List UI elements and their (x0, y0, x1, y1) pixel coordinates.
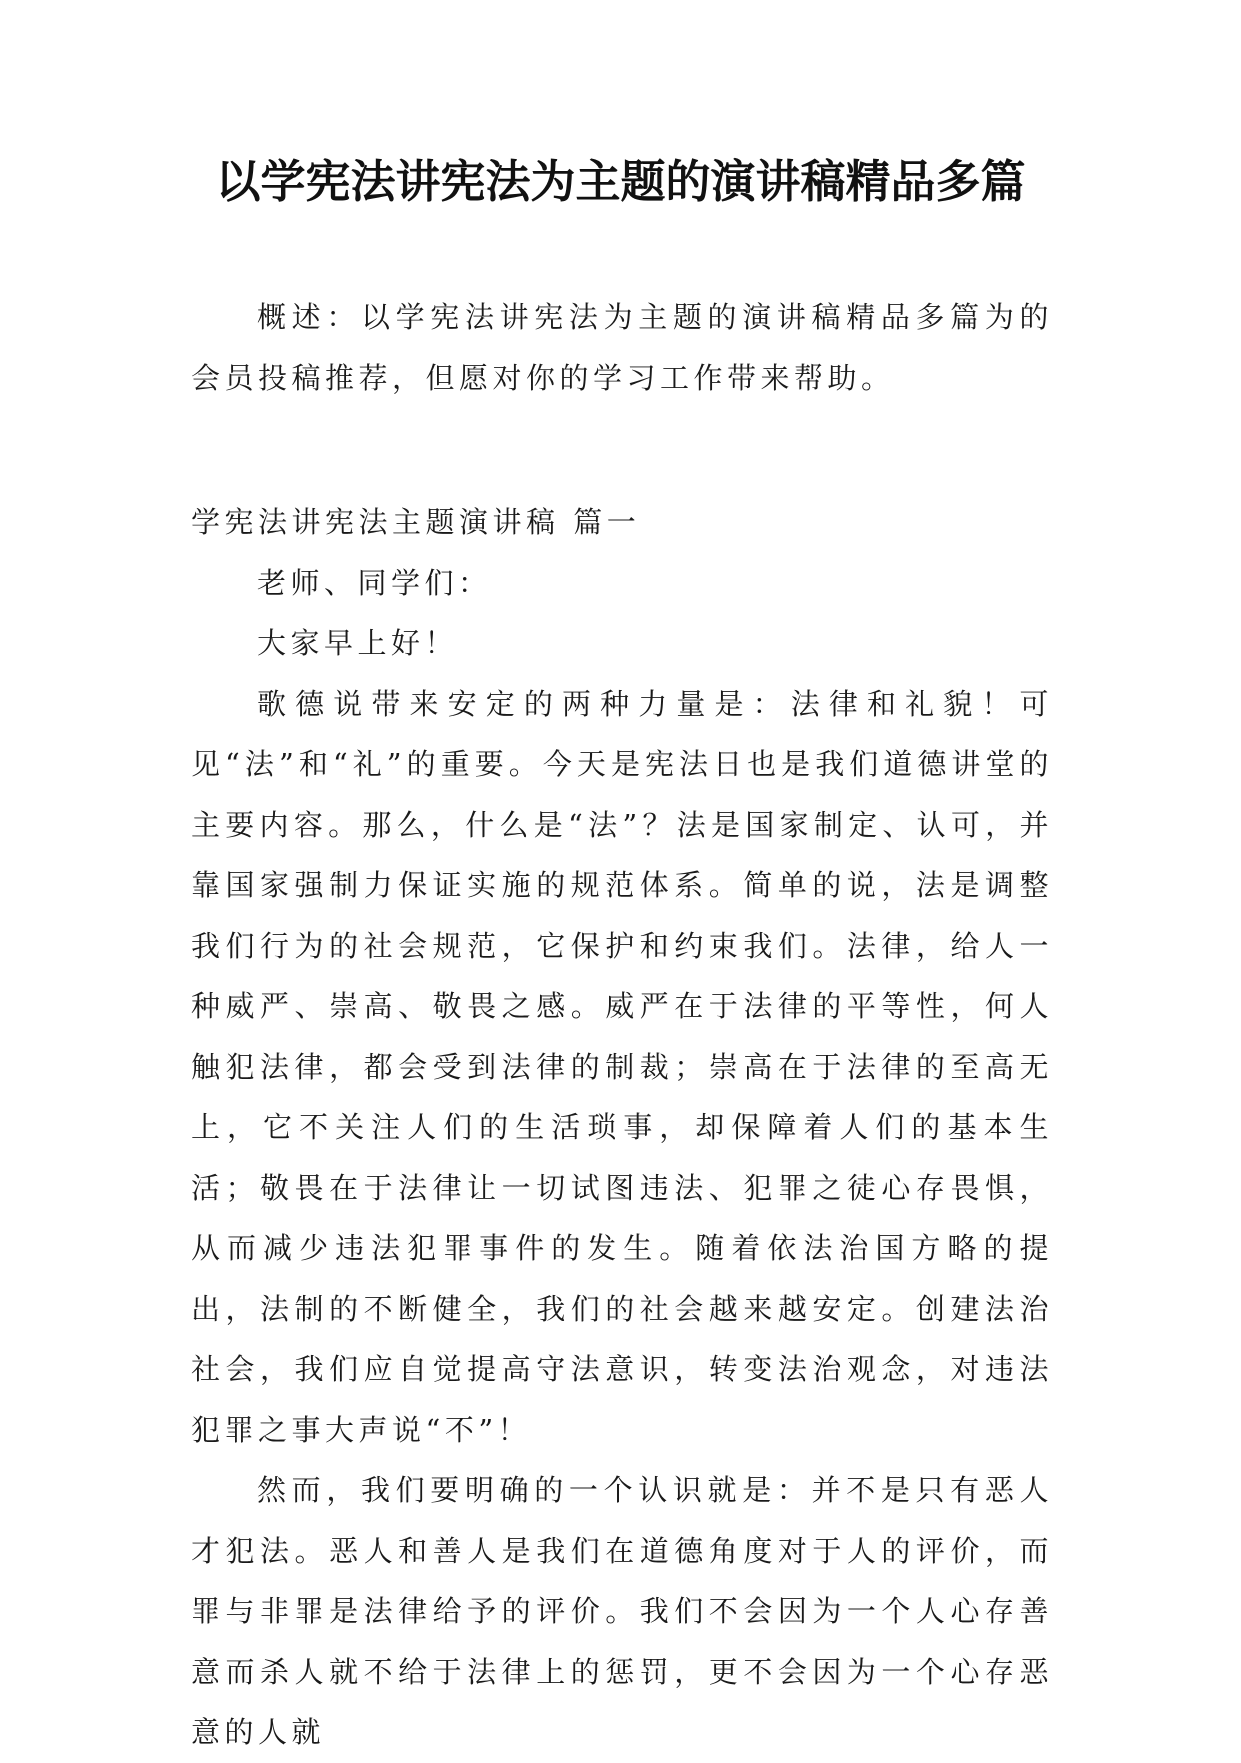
body-paragraph: 老师、同学们： (257, 565, 492, 600)
document-body (191, 287, 1053, 1763)
spacer (191, 408, 1053, 492)
body-paragraph: 歌德说带来安定的两种力量是：法律和礼貌！可见“法”和“礼”的重要。今天是宪法日也是我们道德讲堂的主要内容。那么，什么是“法”？法是国家制定、认可，并靠国家强制力保证实施的规范体系。简单的说，法是调整我们行为的社会规范，它保护和约束我们。法律，给人一种威严、崇高、敬畏之感。威严在于法律的平等性，何人触犯法律，都会受到法律的制裁；崇高在于法律的至高无上，它不关注人们的生活琐事，却保障着人们的基本生活；敬畏在于法律让一切试图违法、犯罪之徒心存畏惧，从而减少违法犯罪事件的发生。随着依法治国方略的提出，法制的不断健全，我们的社会越来越安定。创建法治社会，我们应自觉提高守法意识，转变法治观念，对违法犯罪之事大声说“不”！ (191, 686, 1053, 1447)
body-paragraph: 大家早上好！ (257, 626, 459, 660)
document-title: 以学宪法讲宪法为主题的演讲稿精品多篇 (215, 155, 1026, 208)
summary-paragraph: 概述：以学宪法讲宪法为主题的演讲稿精品多篇为的会员投稿推荐，但愿对你的学习工作带来帮助。 (191, 300, 1053, 395)
section-heading: 学宪法讲宪法主题演讲稿 篇一 (191, 505, 641, 539)
body-paragraph: 然而，我们要明确的一个认识就是：并不是只有恶人才犯法。恶人和善人是我们在道德角度对于人的评价，而罪与非罪是法律给予的评价。我们不会因为一个人心存善意而杀人就不给于法律上的惩罚，更不会因为一个心存恶意的人就 (191, 1473, 1053, 1749)
